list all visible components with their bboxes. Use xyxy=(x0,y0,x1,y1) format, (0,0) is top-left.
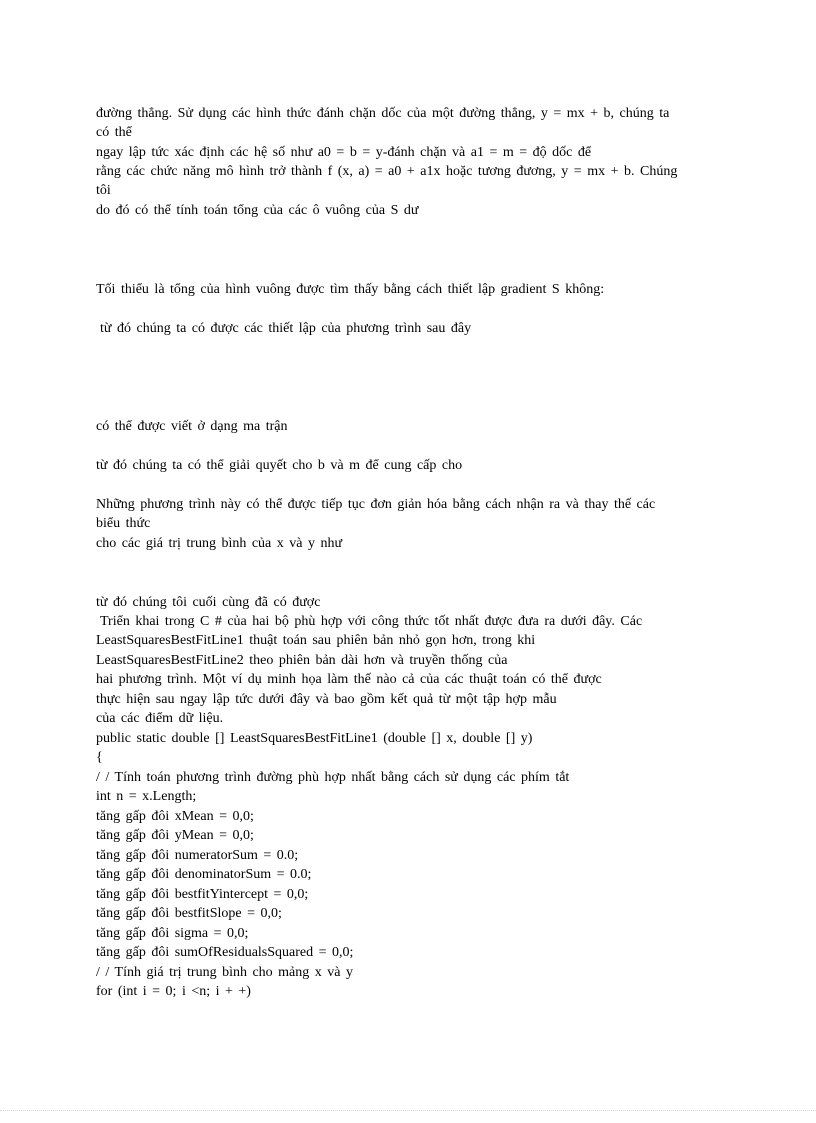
text-line: của các điểm dữ liệu. xyxy=(96,711,224,726)
text-line: thực hiện sau ngay lập tức dưới đây và bao gồm kết quả từ một tập hợp mẫu xyxy=(96,692,557,707)
code-line: tăng gấp đôi xMean = 0,0; xyxy=(96,809,254,824)
text-line: biểu thức xyxy=(96,516,151,531)
code-line: tăng gấp đôi sumOfResidualsSquared = 0,0; xyxy=(96,945,354,960)
text-line: LeastSquaresBestFitLine1 thuật toán sau phiên bản nhỏ gọn hơn, trong khi xyxy=(96,633,536,648)
code-line: tăng gấp đôi yMean = 0,0; xyxy=(96,828,254,843)
text-line: tôi xyxy=(96,183,111,198)
code-line: tăng gấp đôi bestfitSlope = 0,0; xyxy=(96,906,282,921)
text-line: có thể được viết ở dạng ma trận xyxy=(96,419,288,434)
code-line: public static double [] LeastSquaresBestFitLine1 (double [] x, double [] y) xyxy=(96,731,533,746)
text-line: từ đó chúng ta có được các thiết lập của phương trình sau đây xyxy=(100,321,472,336)
code-line: tăng gấp đôi numeratorSum = 0.0; xyxy=(96,848,299,863)
code-line: tăng gấp đôi bestfitYintercept = 0,0; xyxy=(96,887,309,902)
code-line: tăng gấp đôi sigma = 0,0; xyxy=(96,926,249,941)
code-line: { xyxy=(96,750,103,765)
code-line: for (int i = 0; i <n; i + +) xyxy=(96,984,251,999)
text-line: cho các giá trị trung bình của x và y như xyxy=(96,536,343,551)
text-line: Tối thiểu là tổng của hình vuông được tìm thấy bằng cách thiết lập gradient S không: xyxy=(96,282,605,297)
text-line: ngay lập tức xác định các hệ số như a0 = b = y-đánh chặn và a1 = m = độ dốc để xyxy=(96,145,592,160)
text-line: do đó có thể tính toán tổng của các ô vuông của S dư xyxy=(96,203,419,218)
code-line: tăng gấp đôi denominatorSum = 0.0; xyxy=(96,867,312,882)
text-line: Những phương trình này có thể được tiếp tục đơn giản hóa bằng cách nhận ra và thay thế các xyxy=(96,497,656,512)
text-line: Triển khai trong C # của hai bộ phù hợp với công thức tốt nhất được đưa ra dưới đây. Các xyxy=(100,614,643,629)
text-line: đường thẳng. Sử dụng các hình thức đánh chặn dốc của một đường thẳng, y = mx + b, chúng ta xyxy=(96,106,670,121)
text-line: có thể xyxy=(96,125,132,140)
text-line: hai phương trình. Một ví dụ minh họa làm thế nào cả của các thuật toán có thể được xyxy=(96,672,602,687)
code-line: int n = x.Length; xyxy=(96,789,197,804)
text-line: LeastSquaresBestFitLine2 theo phiên bản dài hơn và truyền thống của xyxy=(96,653,508,668)
code-line: / / Tính toán phương trình đường phù hợp nhất bằng cách sử dụng các phím tắt xyxy=(96,770,570,785)
code-line: / / Tính giá trị trung bình cho mảng x và y xyxy=(96,965,353,980)
page-bottom-divider xyxy=(0,1110,816,1111)
text-line: rằng các chức năng mô hình trở thành f (x, a) = a0 + a1x hoặc tương đương, y = mx + b. Chúng xyxy=(96,164,678,179)
text-line: từ đó chúng tôi cuối cùng đã có được xyxy=(96,595,321,610)
text-line: từ đó chúng ta có thể giải quyết cho b và m để cung cấp cho xyxy=(96,458,463,473)
